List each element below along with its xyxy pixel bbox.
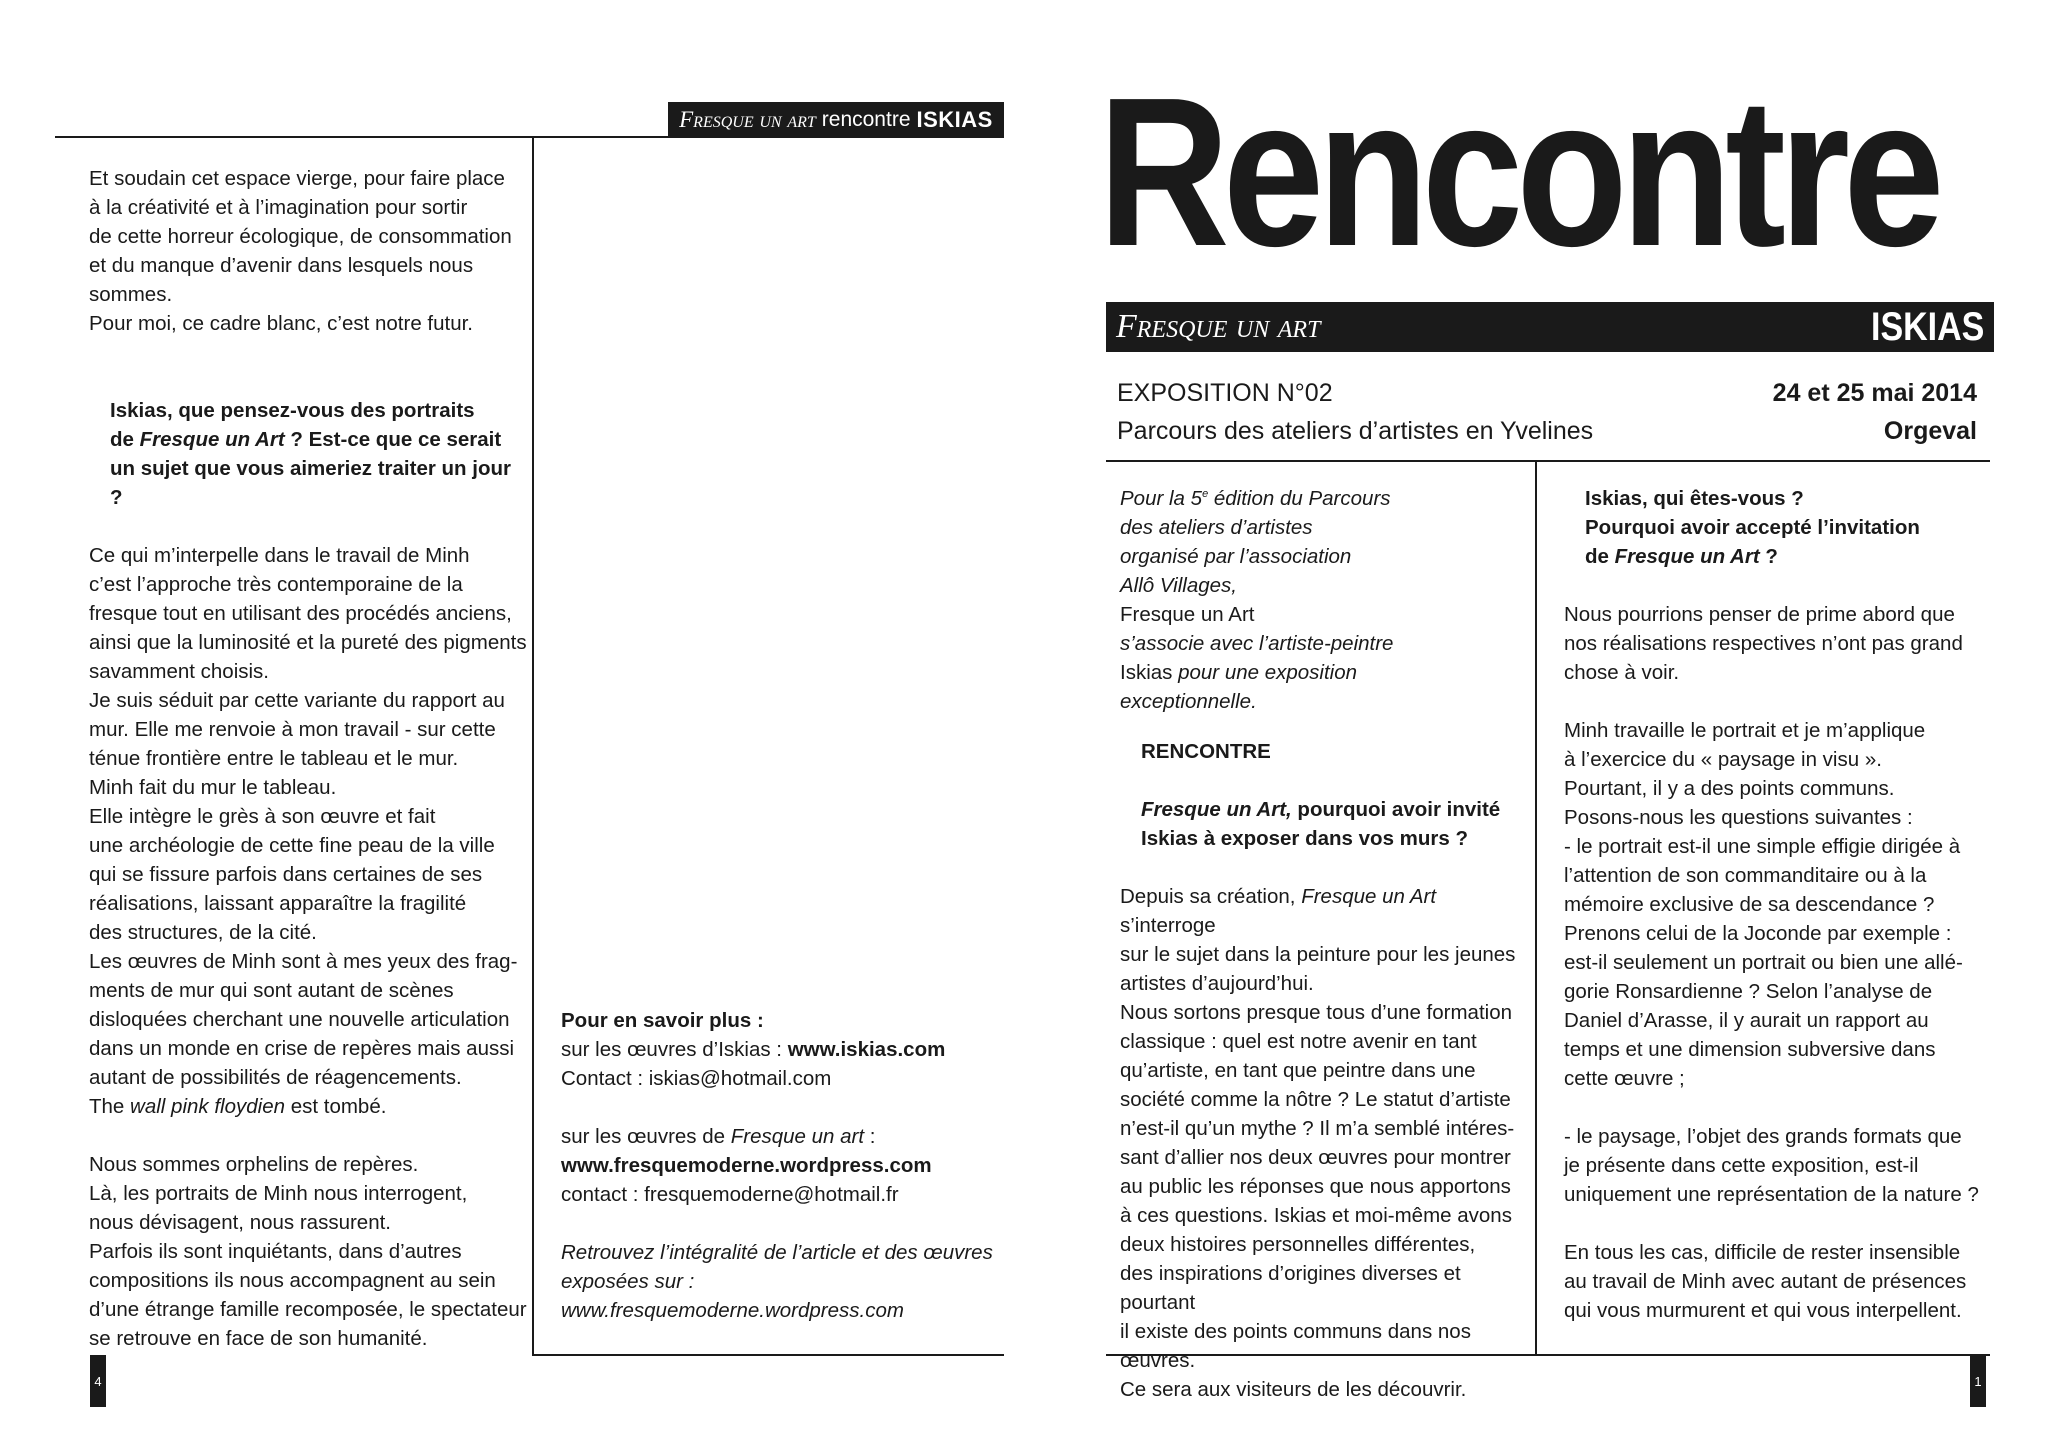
right-column-divider xyxy=(1535,462,1537,1356)
banner-artist: ISKIAS xyxy=(1870,304,1984,349)
exposition-dates: 24 et 25 mai 2014 xyxy=(1772,379,1977,407)
exposition-subtitle: Parcours des ateliers d’artistes en Yvelines xyxy=(1117,417,1594,445)
exposition-number: EXPOSITION N°02 xyxy=(1117,379,1333,407)
banner-brand: Fresque un art xyxy=(1116,308,1321,345)
intro-paragraph: Et soudain cet espace vierge, pour faire place à la créativité et à l’imagination pour sortir de cette horreur écologique, de consommation et du manque d’avenir dans lesquels nous sommes. Pour moi, ce cadre blanc, c’est notre futur. xyxy=(89,167,512,335)
answer-body: sur le sujet dans la peinture pour les jeunes artistes d’aujourd’hui. Nous sortons presque tous d’une formation classique : quel est notre avenir en tant qu’artiste, en tant que peintre dans une société comme la nôtre ? Le statut d’artiste n’est-il qu’un mythe ? Il m’a semblé intéres- sant d’allier nos deux œuvres pour montrer au public les réponses que nous apportons à ces questions. Iskias et moi-même avons deux histoires personnelles différentes, des inspirations d’origines diverses et pourtant il existe des points communs dans nos œuvres. Ce sera aux visiteurs de les découvrir. xyxy=(1120,943,1516,1401)
answer-paragraph: Ce qui m’interpelle dans le travail de Minh c’est l’approche très contemporaine de la fresque tout en utilisant des procédés anciens, ainsi que la luminosité et la pureté des pigments savamment choisis. Je suis séduit par cette variante du rapport au mur. Elle me renvoie à mon travail - sur cette ténue frontière entre le tableau et le mur. Minh fait du mur le tableau. Elle intègre le grès à son œuvre et fait une archéologie de cette fine peau de la ville qui se fissure parfois dans certaines de ses réalisations, laissant apparaître la fragilité des structures, de la cité. Les œuvres de Minh sont à mes yeux des frag- ments de mur qui sont autant de scènes disloquées cherchant une nouvelle articulation dans un monde en crise de repères mais aussi autant de possibilités de réagencements. xyxy=(89,544,527,1089)
iskias-link[interactable]: www.iskias.com xyxy=(787,1038,946,1061)
artist-answer: Nous pourrions penser de prime abord que nos réalisations respectives n’ont pas grand chose à voir. Minh travaille le portrait et je m’applique à l’exercice du « paysage in visu ». Pourtant, il y a des points communs. Posons-nous les questions suivantes : - le portrait est-il une simple effigie dirigée à l’attention de son commanditaire ou à la mémoire exclusive de sa descendance ? Prenons celui de la Joconde par exemple : est-il seulement un portrait ou bien une allé- gorie Ronsardienne ? Selon l’analyse de Daniel d’Arasse, il y aurait un rapport au temps et une dimension subversive dans cette œuvre ; - le paysage, l’objet des grands formats que je présente dans cette exposition, est-il uniquement une représentation de la nature ? En tous les cas, difficile de rester insensible au travail de Minh avec autant de présences qui vous murmurent et qui vous interpellent. xyxy=(1564,603,1979,1322)
wall-line: The wall pink floydien est tombé. xyxy=(89,1095,387,1118)
page-number-left: 4 xyxy=(90,1355,106,1407)
right-column-2 xyxy=(1564,484,1984,1325)
question-who: Iskias, qui êtes-vous ? Pourquoi avoir accepté l’invitation de Fresque un Art ? xyxy=(1585,487,1920,568)
rencontre-label: RENCONTRE xyxy=(1141,740,1271,763)
right-column-1 xyxy=(1120,484,1532,1404)
iskias-contact: Contact : iskias@hotmail.com xyxy=(561,1067,832,1090)
more-info-block: Pour en savoir plus : sur les œuvres d’Iskias : www.iskias.com Contact : iskias@hotmail.com sur les œuvres de Fresque un art : www.fresquemoderne.wordpress.com contact : fresquemoderne@hotmail.fr Retrouvez l’intégralité de l’article et des œuvres exposées sur : www.fresquemoderne.wordpress.com xyxy=(561,1006,1001,1325)
intro-block: Pour la 5e édition du Parcours des ateliers d’artistes organisé par l’association Allô Villages, Fresque un Art s’associe avec l’artiste-peintre Iskias pour une exposition exceptionnelle. xyxy=(1120,487,1394,713)
answer-start: Depuis sa création, Fresque un Art s’interroge xyxy=(1120,885,1437,937)
left-top-rule xyxy=(55,136,1004,138)
question-invitation: Fresque un Art, pourquoi avoir invité Iskias à exposer dans vos murs ? xyxy=(1141,798,1501,850)
right-top-rule xyxy=(1106,460,1990,462)
fresque-link-footer[interactable]: www.fresquemoderne.wordpress.com xyxy=(561,1299,904,1322)
fresque-contact: contact : fresquemoderne@hotmail.fr xyxy=(561,1183,899,1206)
title-banner xyxy=(1106,302,1994,352)
closing-paragraph: Nous sommes orphelins de repères. Là, les portraits de Minh nous interrogent, nous dévisagent, nous rassurent. Parfois ils sont inquiétants, dans d’autres compositions ils nous accompagnent au sein d’une étrange famille recomposée, le spectateur se retrouve en face de son humanité. xyxy=(89,1153,527,1350)
brand-name: Fresque un art xyxy=(679,106,816,132)
page-title: Rencontre xyxy=(1098,53,1938,290)
page-number-right: 1 xyxy=(1970,1355,1986,1407)
more-info-title: Pour en savoir plus : xyxy=(561,1009,764,1032)
left-page-header-tab xyxy=(668,102,1004,137)
left-column-divider xyxy=(532,138,534,1356)
left-column-1 xyxy=(89,164,529,1353)
exposition-info xyxy=(1117,374,1977,450)
left-bottom-rule xyxy=(532,1354,1004,1356)
exposition-place: Orgeval xyxy=(1883,417,1977,445)
question-portraits: Iskias, que pensez-vous des portraits de Fresque un Art ? Est-ce que ce serait un sujet que vous aimeriez traiter un jour ? xyxy=(110,399,511,509)
fresque-link[interactable]: www.fresquemoderne.wordpress.com xyxy=(561,1154,932,1177)
artist-name: ISKIAS xyxy=(916,106,993,132)
header-connector: rencontre xyxy=(821,107,911,131)
